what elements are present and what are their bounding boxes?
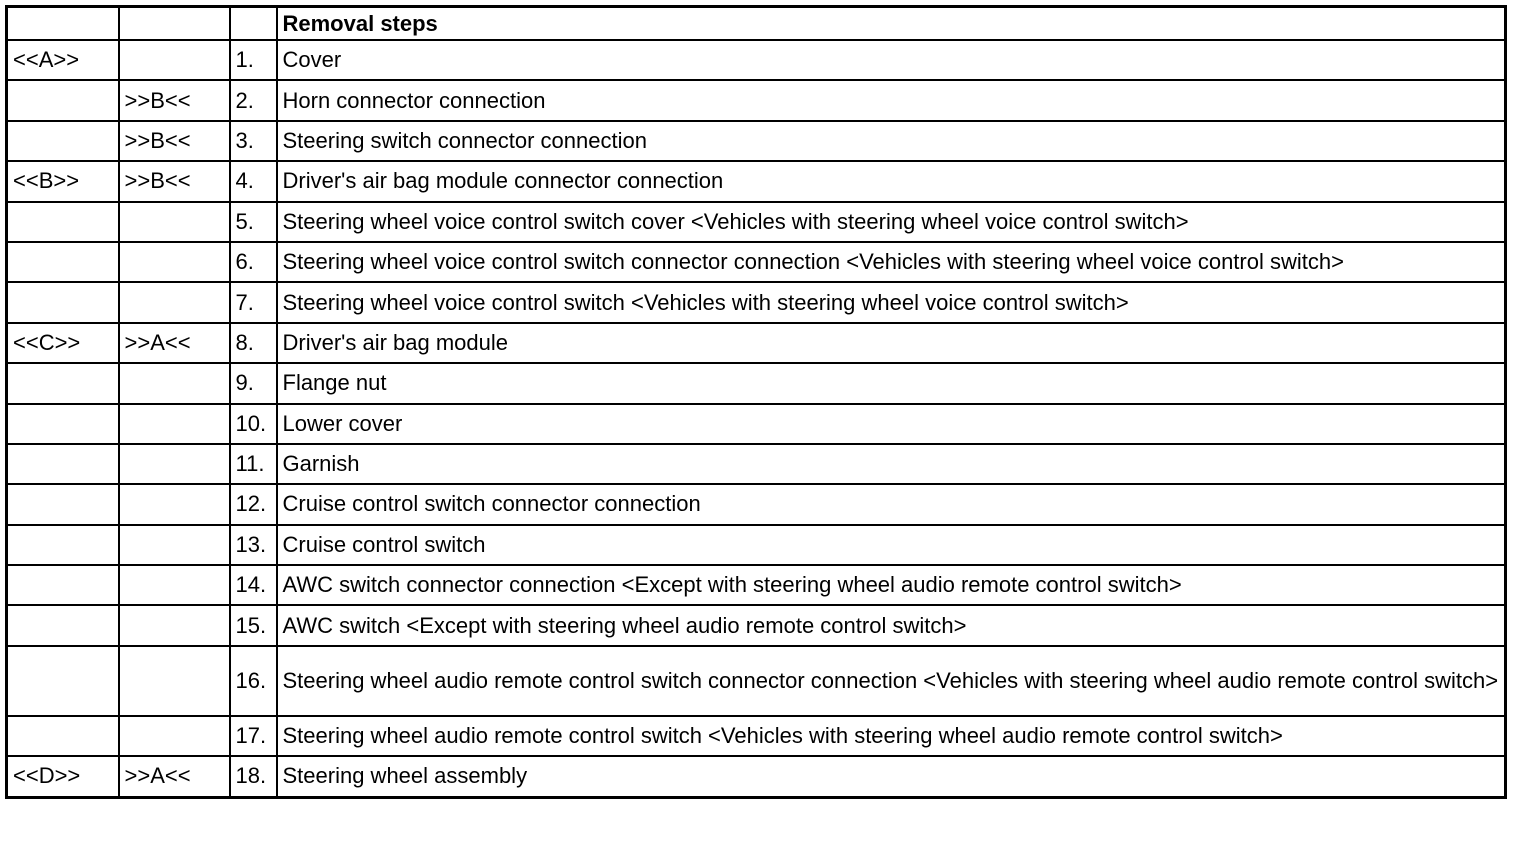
installation-mark-cell (7, 202, 119, 242)
table-row (7, 444, 1506, 484)
installation-mark-cell (7, 404, 119, 444)
step-number-cell: 16. (230, 646, 277, 716)
installation-mark-cell: <<D>> (7, 756, 119, 797)
table-row (7, 242, 1506, 282)
step-description-cell: Steering wheel voice control switch cover <Vehicles with steering wheel voice control switch> (277, 202, 1506, 242)
table-row (7, 404, 1506, 444)
step-number-cell: 4. (230, 161, 277, 201)
table-row (7, 202, 1506, 242)
table-title: Removal steps (277, 7, 1506, 41)
step-number-cell: 14. (230, 565, 277, 605)
step-description-cell: Steering wheel voice control switch <Vehicles with steering wheel voice control switch> (277, 282, 1506, 322)
table-row (7, 323, 1506, 363)
step-description-cell: Driver's air bag module (277, 323, 1506, 363)
table-body (7, 7, 1506, 798)
table-row (7, 716, 1506, 756)
step-description-cell: Cruise control switch connector connection (277, 484, 1506, 524)
step-description-cell: Flange nut (277, 363, 1506, 403)
installation-mark-cell: <<C>> (7, 323, 119, 363)
step-description-cell: Garnish (277, 444, 1506, 484)
installation-mark-cell (7, 121, 119, 161)
step-description-cell: Horn connector connection (277, 80, 1506, 120)
installation-mark-cell (7, 363, 119, 403)
removal-mark-cell (119, 282, 230, 322)
table-row (7, 161, 1506, 201)
removal-mark-cell: >>A<< (119, 756, 230, 797)
step-description-cell: AWC switch connector connection <Except with steering wheel audio remote control switch> (277, 565, 1506, 605)
header-cell-2 (119, 7, 230, 41)
installation-mark-cell: <<B>> (7, 161, 119, 201)
table-row (7, 646, 1506, 716)
removal-steps-table (5, 5, 1507, 799)
step-number-cell: 17. (230, 716, 277, 756)
step-number-cell: 1. (230, 40, 277, 80)
removal-mark-cell (119, 242, 230, 282)
step-number-cell: 12. (230, 484, 277, 524)
step-description-cell: Steering wheel voice control switch connector connection <Vehicles with steering wheel voice control switch> (277, 242, 1506, 282)
step-number-cell: 5. (230, 202, 277, 242)
step-description-cell: Lower cover (277, 404, 1506, 444)
removal-mark-cell (119, 565, 230, 605)
table-row (7, 40, 1506, 80)
step-number-cell: 2. (230, 80, 277, 120)
removal-mark-cell (119, 363, 230, 403)
step-number-cell: 7. (230, 282, 277, 322)
step-number-cell: 13. (230, 525, 277, 565)
step-number-cell: 9. (230, 363, 277, 403)
table-row (7, 121, 1506, 161)
table-row (7, 282, 1506, 322)
removal-mark-cell: >>B<< (119, 80, 230, 120)
step-number-cell: 8. (230, 323, 277, 363)
installation-mark-cell (7, 646, 119, 716)
removal-mark-cell (119, 716, 230, 756)
removal-mark-cell (119, 40, 230, 80)
table-header-row (7, 7, 1506, 41)
removal-mark-cell (119, 404, 230, 444)
step-number-cell: 11. (230, 444, 277, 484)
removal-mark-cell: >>B<< (119, 121, 230, 161)
installation-mark-cell (7, 444, 119, 484)
removal-mark-cell (119, 444, 230, 484)
step-description-cell: Cover (277, 40, 1506, 80)
removal-mark-cell (119, 484, 230, 524)
installation-mark-cell (7, 282, 119, 322)
removal-mark-cell (119, 605, 230, 645)
step-number-cell: 10. (230, 404, 277, 444)
step-number-cell: 3. (230, 121, 277, 161)
installation-mark-cell: <<A>> (7, 40, 119, 80)
step-description-cell: Steering wheel audio remote control switch connector connection <Vehicles with steering wheel audio remote control switch> (277, 646, 1506, 716)
table-row (7, 565, 1506, 605)
removal-mark-cell (119, 646, 230, 716)
installation-mark-cell (7, 525, 119, 565)
table-row (7, 484, 1506, 524)
step-number-cell: 18. (230, 756, 277, 797)
table-row (7, 525, 1506, 565)
step-description-cell: Steering wheel audio remote control switch <Vehicles with steering wheel audio remote control switch> (277, 716, 1506, 756)
step-description-cell: Steering switch connector connection (277, 121, 1506, 161)
installation-mark-cell (7, 242, 119, 282)
header-cell-1 (7, 7, 119, 41)
step-description-cell: Driver's air bag module connector connection (277, 161, 1506, 201)
removal-mark-cell (119, 202, 230, 242)
installation-mark-cell (7, 716, 119, 756)
step-number-cell: 6. (230, 242, 277, 282)
table-row (7, 363, 1506, 403)
installation-mark-cell (7, 605, 119, 645)
step-description-cell: AWC switch <Except with steering wheel audio remote control switch> (277, 605, 1506, 645)
step-description-cell: Cruise control switch (277, 525, 1506, 565)
removal-mark-cell: >>A<< (119, 323, 230, 363)
installation-mark-cell (7, 484, 119, 524)
table-row (7, 756, 1506, 797)
header-cell-3 (230, 7, 277, 41)
installation-mark-cell (7, 565, 119, 605)
step-number-cell: 15. (230, 605, 277, 645)
removal-mark-cell (119, 525, 230, 565)
table-row (7, 80, 1506, 120)
table-row (7, 605, 1506, 645)
installation-mark-cell (7, 80, 119, 120)
removal-mark-cell: >>B<< (119, 161, 230, 201)
step-description-cell: Steering wheel assembly (277, 756, 1506, 797)
